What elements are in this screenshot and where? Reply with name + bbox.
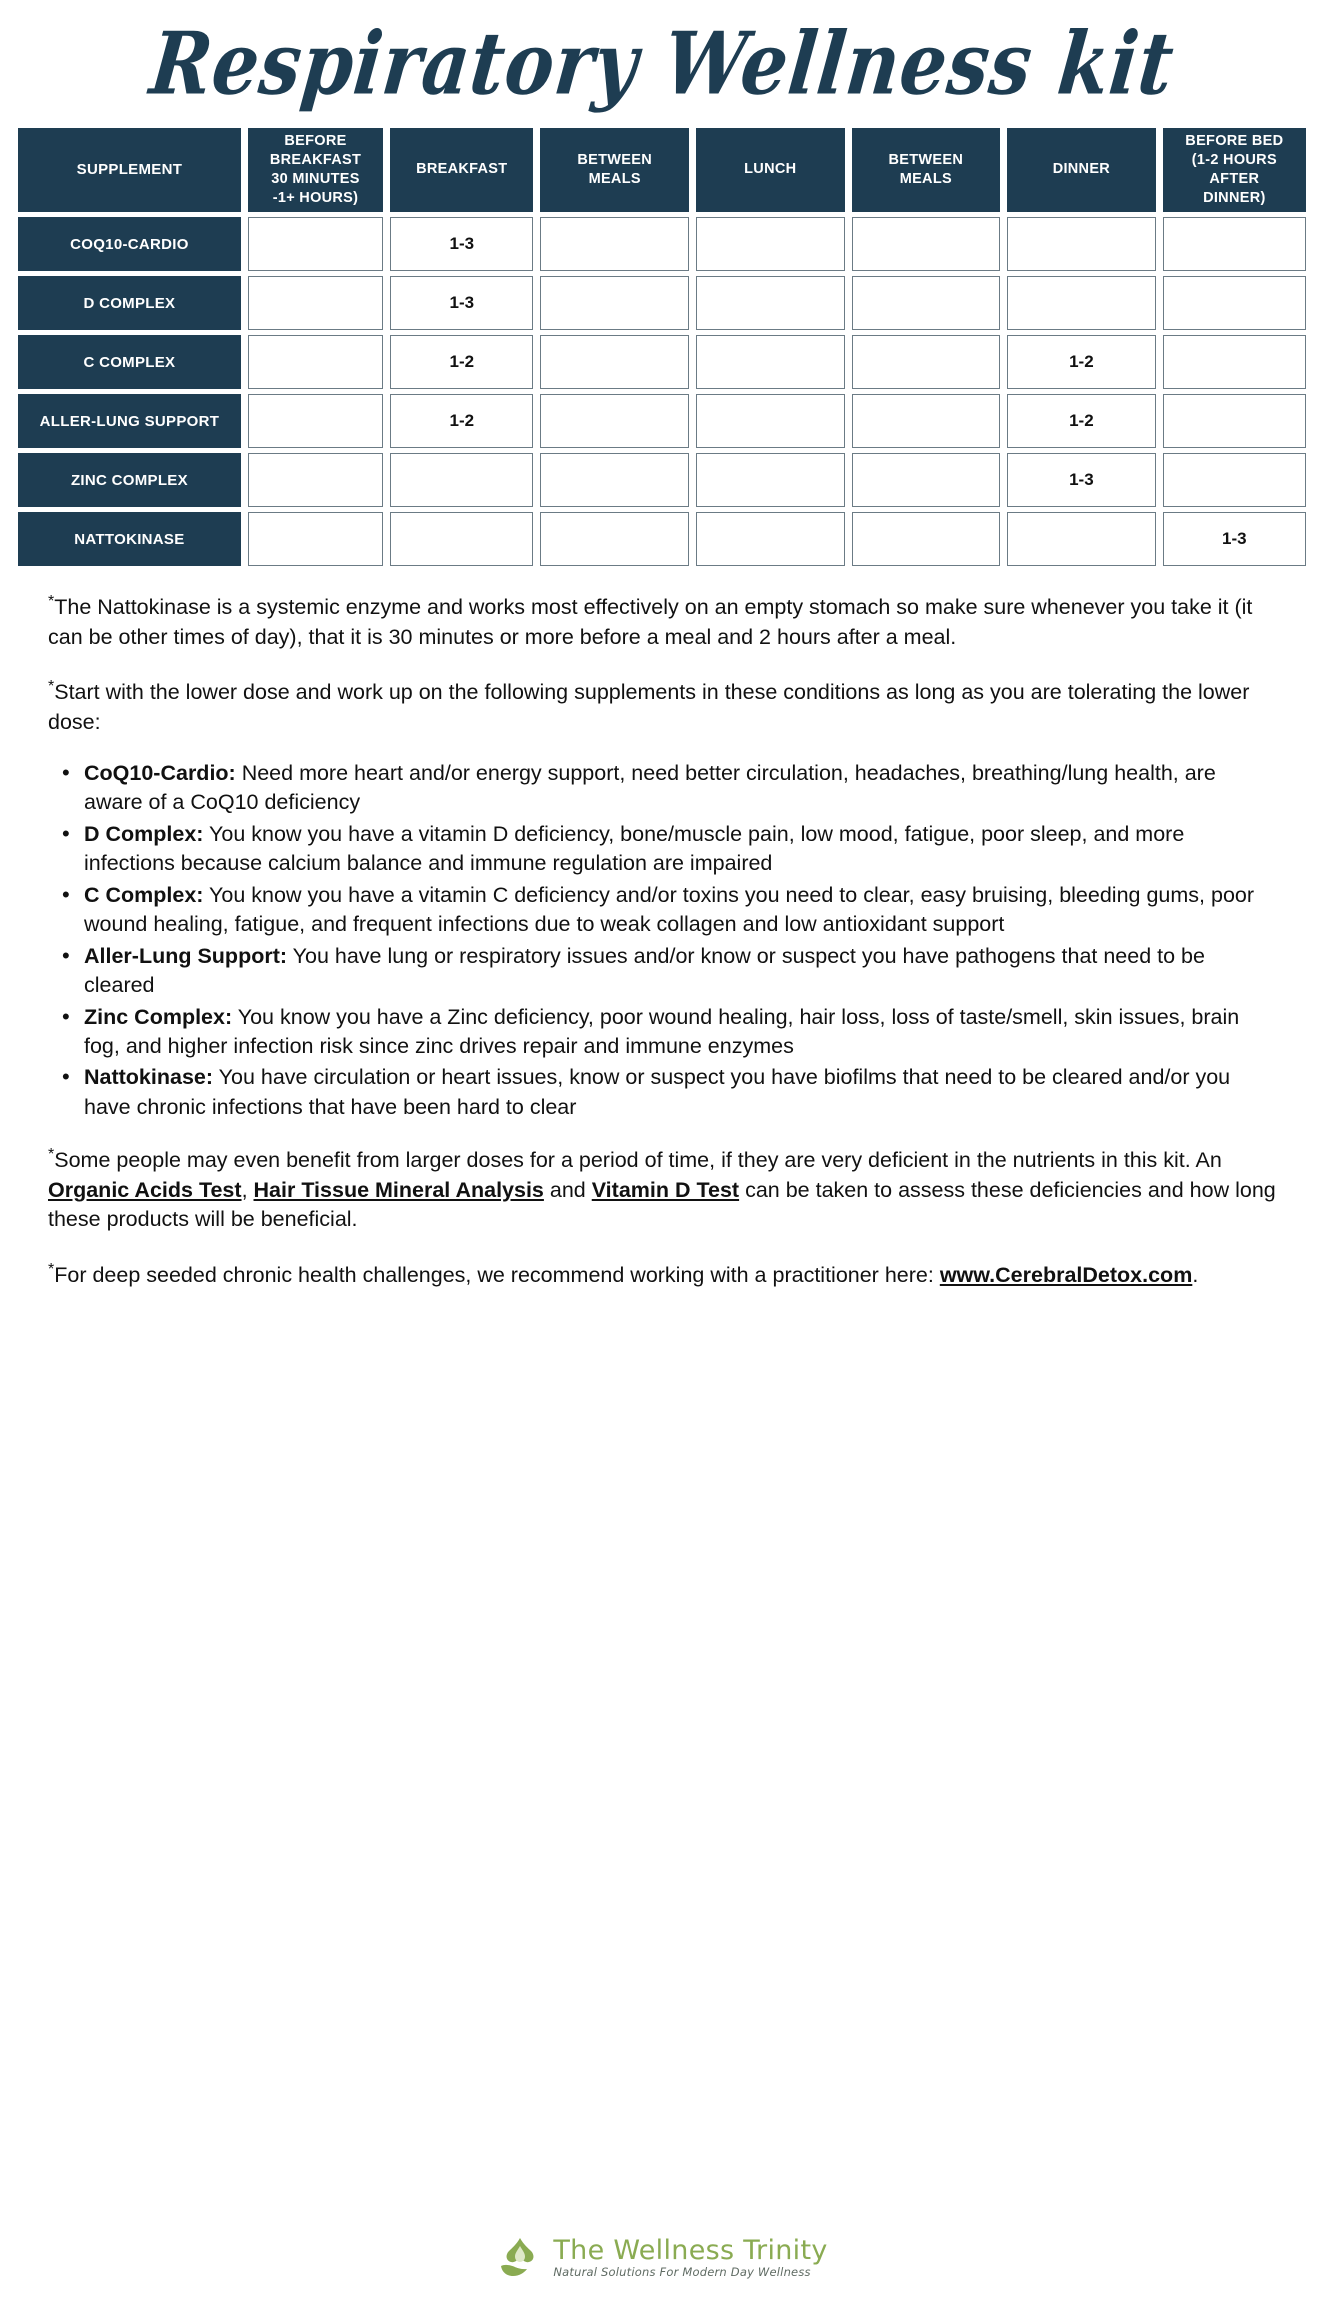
row-label-supplement: ZINC COMPLEX (18, 453, 241, 507)
dose-cell-between-meals-1[interactable] (540, 394, 689, 448)
dose-cell-before-bed[interactable] (1163, 394, 1306, 448)
header-line: LUNCH (744, 161, 797, 178)
list-item (48, 881, 1276, 940)
dose-cell-breakfast[interactable]: 1-2 (390, 394, 533, 448)
condition-term: CoQ10-Cardio: (84, 760, 236, 785)
note-practitioner (48, 1261, 1276, 1290)
list-item (48, 759, 1276, 818)
condition-text: You know you have a Zinc deficiency, poor wound healing, hair loss, loss of taste/smell, skin issues, brain fog, and higher infection risk since zinc drives repair and immune enzymes (84, 1004, 1240, 1059)
header-line: BREAKFAST (269, 151, 362, 168)
dose-cell-breakfast[interactable]: 1-3 (390, 276, 533, 330)
list-item (48, 820, 1276, 879)
column-header-dinner (1007, 128, 1156, 213)
condition-term: Nattokinase: (84, 1065, 214, 1090)
note-larger-doses-intro: Some people may even benefit from larger doses for a period of time, if they are very deficient in the nutrients in this kit. An (54, 1148, 1222, 1173)
note-nattokinase-text: The Nattokinase is a systemic enzyme and works most effectively on an empty stomach so make sure whenever you take it (it can be other times of day), that it is 30 minutes or more before a meal and 2 hours after a meal. (48, 595, 1253, 649)
title-banner (0, 0, 1324, 113)
brand-tagline: Natural Solutions For Modern Day Wellness (553, 2265, 811, 2280)
table-row (18, 453, 1306, 507)
dose-cell-before-bed[interactable] (1163, 335, 1306, 389)
note-practitioner-outro: . (1192, 1262, 1199, 1287)
header-line: (1-2 HOURS (1191, 151, 1277, 168)
header-line: AFTER (1209, 170, 1260, 187)
dose-cell-dinner[interactable] (1007, 276, 1156, 330)
logo-text (553, 2237, 827, 2279)
header-line: -1+ HOURS) (272, 190, 359, 207)
condition-text: You have circulation or heart issues, know or suspect you have biofilms that need to be cleared and/or you have chronic infections that have been hard to clear (84, 1065, 1231, 1119)
header-line: BEFORE BED (1185, 132, 1284, 149)
column-header-before-breakfast (248, 128, 383, 213)
list-item (48, 942, 1276, 1001)
dose-cell-before-breakfast[interactable] (248, 394, 383, 448)
row-label-supplement: COQ10-CARDIO (18, 217, 241, 271)
header-line: BETWEEN (577, 151, 652, 168)
dose-cell-before-bed[interactable] (1163, 453, 1306, 507)
footer-logo (0, 2234, 1324, 2282)
condition-term: Aller-Lung Support: (84, 943, 288, 968)
row-label-supplement: ALLER-LUNG SUPPORT (18, 394, 241, 448)
supplement-schedule-table (11, 123, 1313, 572)
dose-cell-dinner[interactable] (1007, 217, 1156, 271)
header-line: BREAKFAST (416, 161, 508, 178)
dose-cell-before-breakfast[interactable] (248, 276, 383, 330)
dose-cell-between-meals-1[interactable] (540, 335, 689, 389)
header-line: BETWEEN (888, 151, 964, 168)
condition-text: You know you have a vitamin D deficiency, bone/muscle pain, low mood, fatigue, poor sleep, and more infections because calcium balance and immune regulation are impaired (84, 821, 1185, 876)
brand-name: The Wellness Trinity (553, 2235, 828, 2267)
dose-cell-breakfast[interactable] (390, 512, 533, 566)
dose-cell-between-meals-2[interactable] (852, 335, 1001, 389)
header-line: BEFORE (284, 132, 347, 149)
table-row (18, 512, 1306, 566)
dose-cell-lunch[interactable] (696, 276, 845, 330)
wellness-trinity-leaf-hand-icon (496, 2234, 544, 2282)
dose-cell-breakfast[interactable]: 1-3 (390, 217, 533, 271)
table-row (18, 335, 1306, 389)
column-header-supplement (18, 128, 241, 213)
asterisk-marker: * (48, 677, 55, 695)
asterisk-marker: * (48, 1260, 55, 1278)
table-row (18, 394, 1306, 448)
separator-and: and (543, 1177, 592, 1202)
dose-cell-lunch[interactable] (696, 217, 845, 271)
link-organic-acids-test[interactable]: Organic Acids Test (48, 1177, 242, 1202)
header-line: DINNER) (1203, 190, 1266, 207)
note-start-low (48, 678, 1276, 737)
condition-term: C Complex: (84, 882, 204, 907)
dose-cell-between-meals-2[interactable] (852, 217, 1001, 271)
dose-cell-dinner[interactable] (1007, 512, 1156, 566)
dose-cell-before-breakfast[interactable] (248, 335, 383, 389)
column-header-between-meals-1 (540, 128, 689, 213)
header-line: SUPPLEMENT (76, 160, 183, 178)
link-vitamin-d-test[interactable]: Vitamin D Test (591, 1177, 740, 1202)
list-item (48, 1063, 1276, 1122)
link-hair-tissue-mineral-analysis[interactable]: Hair Tissue Mineral Analysis (253, 1177, 544, 1202)
list-item (48, 1003, 1276, 1062)
separator-comma: , (241, 1177, 254, 1202)
asterisk-marker: * (48, 592, 55, 610)
dose-cell-between-meals-1[interactable] (540, 453, 689, 507)
note-start-low-text: Start with the lower dose and work up on the following supplements in these conditions as long as you are tolerating the lower dose: (48, 680, 1250, 734)
note-larger-doses (48, 1146, 1276, 1234)
note-practitioner-intro: For deep seeded chronic health challenges, we recommend working with a practitioner here: (54, 1262, 940, 1287)
dose-cell-between-meals-2[interactable] (852, 394, 1001, 448)
condition-text: You know you have a vitamin C deficiency and/or toxins you need to clear, easy bruising, bleeding gums, poor wound healing, fatigue, and frequent infections due to weak collagen and low antioxidant support (84, 882, 1255, 937)
page-title: Respiratory Wellness kit (145, 13, 1179, 115)
dose-cell-between-meals-1[interactable] (540, 217, 689, 271)
row-label-supplement: C COMPLEX (18, 335, 241, 389)
condition-text: Need more heart and/or energy support, need better circulation, headaches, breathing/lung health, are aware of a CoQ10 deficiency (84, 760, 1216, 815)
condition-text: You have lung or respiratory issues and/or know or suspect you have pathogens that need to be cleared (84, 943, 1205, 998)
dose-cell-lunch[interactable] (696, 512, 845, 566)
dose-cell-between-meals-2[interactable] (852, 512, 1001, 566)
dose-cell-before-breakfast[interactable] (248, 453, 383, 507)
dose-cell-before-bed[interactable] (1163, 217, 1306, 271)
dose-cell-between-meals-2[interactable] (852, 453, 1001, 507)
row-label-supplement: NATTOKINASE (18, 512, 241, 566)
dose-cell-before-breakfast[interactable] (248, 512, 383, 566)
header-line: MEALS (899, 170, 952, 187)
dose-cell-between-meals-1[interactable] (540, 512, 689, 566)
row-label-supplement: D COMPLEX (18, 276, 241, 330)
asterisk-marker: * (48, 1146, 55, 1164)
body-copy (48, 593, 1276, 1290)
dose-cell-before-bed[interactable] (1163, 276, 1306, 330)
header-line: 30 MINUTES (271, 170, 360, 187)
dose-cell-breakfast[interactable] (390, 453, 533, 507)
dose-cell-lunch[interactable] (696, 394, 845, 448)
column-header-before-bed (1163, 128, 1306, 213)
column-header-between-meals-2 (852, 128, 1001, 213)
table-row (18, 276, 1306, 330)
link-cerebral-detox-website[interactable]: www.CerebralDetox.com (939, 1262, 1193, 1287)
conditions-list (48, 759, 1276, 1122)
column-header-lunch (696, 128, 845, 213)
table-row (18, 217, 1306, 271)
note-larger-doses-outro: can be taken to assess these deficiencies and how long these products will be beneficial. (48, 1177, 1276, 1232)
condition-term: D Complex: (84, 821, 204, 846)
dose-cell-dinner[interactable]: 1-2 (1007, 394, 1156, 448)
condition-term: Zinc Complex: (84, 1004, 233, 1029)
dose-cell-lunch[interactable] (696, 335, 845, 389)
column-header-breakfast (390, 128, 533, 213)
table-header-row (18, 128, 1306, 213)
dose-cell-before-breakfast[interactable] (248, 217, 383, 271)
dose-cell-before-bed[interactable]: 1-3 (1163, 512, 1306, 566)
dose-cell-between-meals-1[interactable] (540, 276, 689, 330)
dose-cell-dinner[interactable]: 1-3 (1007, 453, 1156, 507)
note-nattokinase (48, 593, 1276, 652)
dose-cell-lunch[interactable] (696, 453, 845, 507)
header-line: DINNER (1052, 161, 1111, 178)
dose-cell-dinner[interactable]: 1-2 (1007, 335, 1156, 389)
dose-cell-between-meals-2[interactable] (852, 276, 1001, 330)
dose-cell-breakfast[interactable]: 1-2 (390, 335, 533, 389)
header-line: MEALS (588, 170, 641, 187)
